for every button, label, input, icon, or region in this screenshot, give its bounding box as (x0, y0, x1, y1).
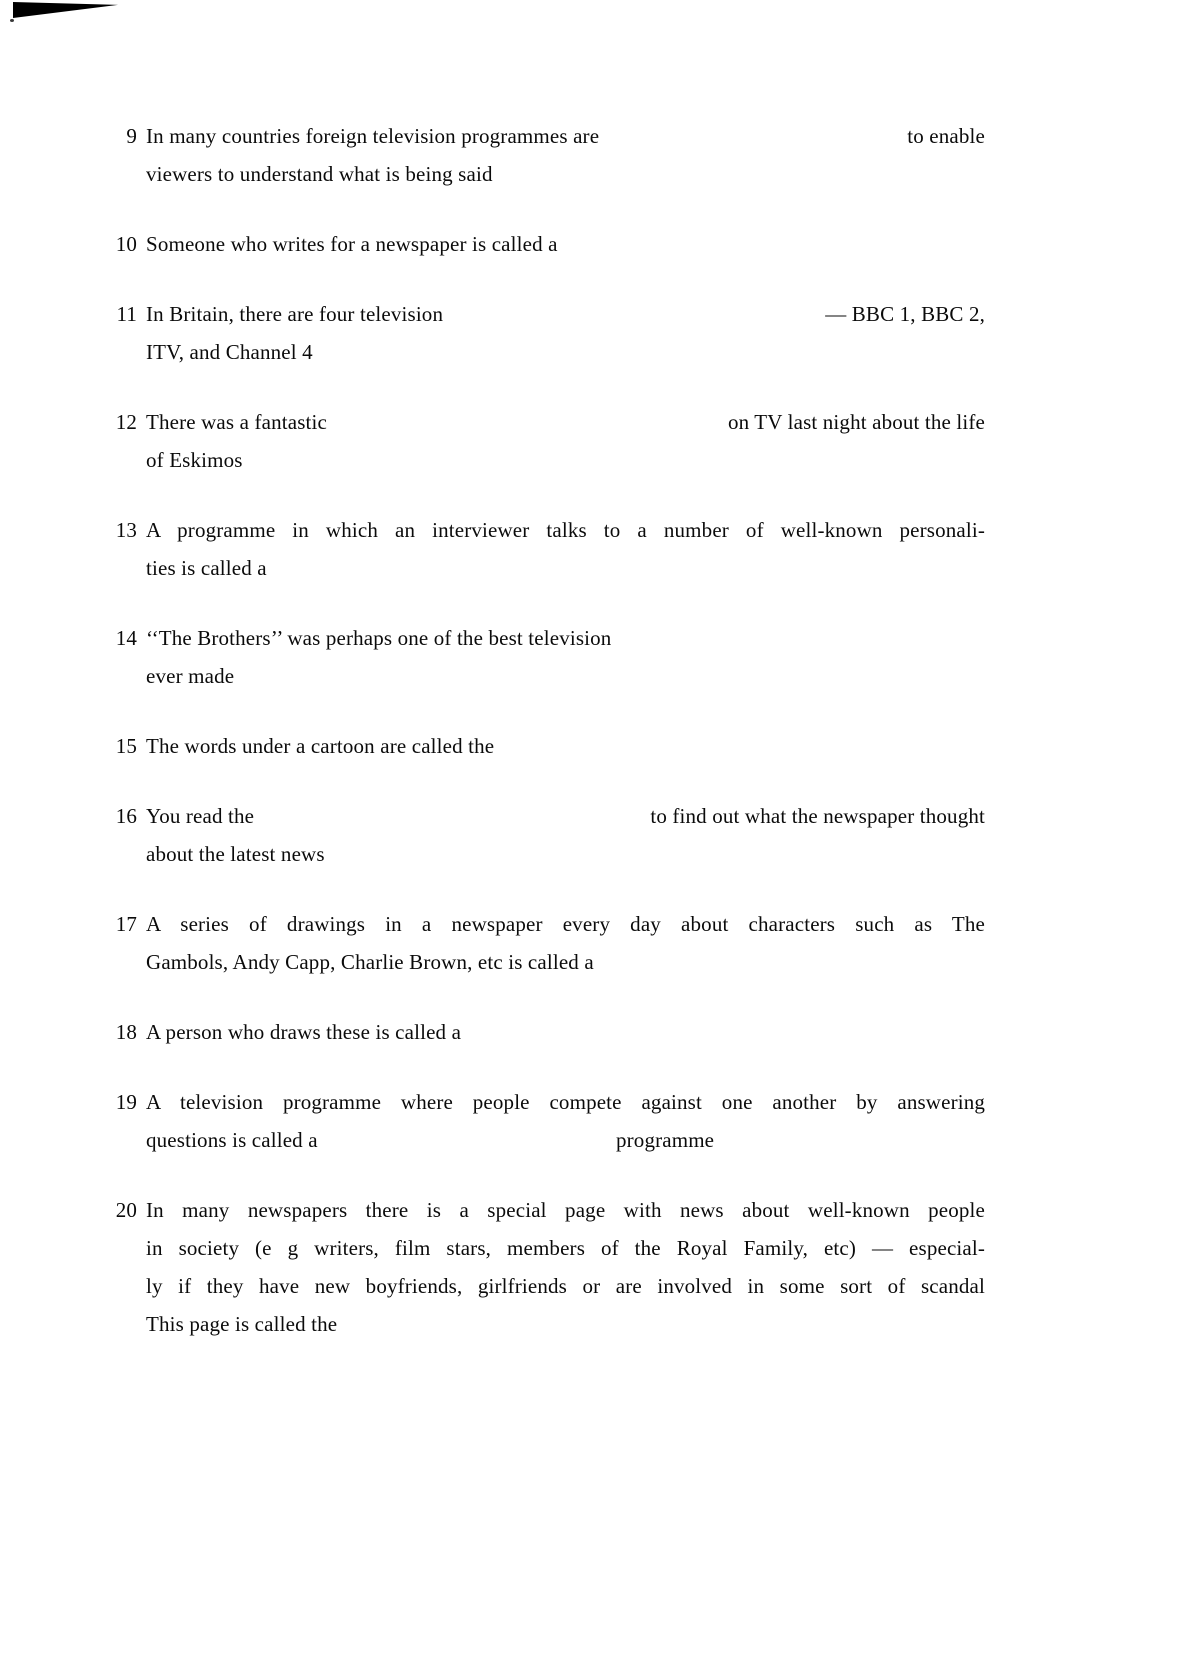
question-text (146, 727, 985, 765)
question-item (97, 511, 985, 587)
question-line-with-blank (146, 1121, 985, 1159)
question-item (97, 403, 985, 479)
question-number: 18 (115, 1020, 137, 1044)
question-line-with-blank (146, 295, 985, 333)
scan-speck-mark (10, 19, 14, 22)
question-line-with-blank (146, 117, 985, 155)
question-item (97, 619, 985, 695)
line-right-text: on TV last night about the life (727, 410, 985, 434)
question-line: ever made (146, 664, 235, 688)
question-line: ‘‘The Brothers’’ was perhaps one of the best television (146, 626, 612, 650)
question-item (97, 1013, 985, 1051)
line-right-text: to enable (907, 124, 985, 148)
line-left-text: There was a fantastic (146, 410, 327, 434)
scan-smudge-mark (13, 2, 118, 18)
question-number: 12 (115, 410, 137, 434)
question-number: 15 (115, 734, 137, 758)
question-line: In many newspapers there is a special page with news about well-known people (146, 1198, 985, 1222)
question-text (146, 797, 985, 873)
question-item (97, 295, 985, 371)
question-line: A programme in which an interviewer talks to a number of well-known personali- (146, 518, 985, 542)
question-item (97, 905, 985, 981)
line-left-text: In many countries foreign television programmes are (146, 124, 600, 148)
question-number: 14 (115, 626, 137, 650)
question-number: 9 (126, 124, 137, 148)
question-text (146, 225, 985, 263)
question-item (97, 727, 985, 765)
question-line-with-blank (146, 797, 985, 835)
question-line: Someone who writes for a newspaper is called a (146, 232, 558, 256)
question-line: ly if they have new boyfriends, girlfriends or are involved in some sort of scandal (146, 1274, 985, 1298)
question-text (146, 511, 985, 587)
question-line: A television programme where people compete against one another by answering (146, 1090, 985, 1114)
question-line: viewers to understand what is being said (146, 162, 493, 186)
question-text (146, 905, 985, 981)
question-line: ties is called a (146, 556, 267, 580)
line-left-text: In Britain, there are four television (146, 302, 444, 326)
question-text (146, 117, 985, 193)
question-text (146, 619, 985, 695)
question-item (97, 1083, 985, 1159)
question-number: 10 (115, 232, 137, 256)
question-line: The words under a cartoon are called the (146, 734, 495, 758)
question-item (97, 1191, 985, 1343)
question-line: about the latest news (146, 842, 325, 866)
line-left-text: You read the (146, 804, 255, 828)
question-line-with-blank (146, 403, 985, 441)
question-text (146, 1083, 985, 1159)
line-mid-text: programme (616, 1128, 715, 1152)
question-line: A series of drawings in a newspaper every day about characters such as The (146, 912, 985, 936)
question-line: ITV, and Channel 4 (146, 340, 313, 364)
question-line: Gambols, Andy Capp, Charlie Brown, etc is called a (146, 950, 594, 974)
question-text (146, 1013, 985, 1051)
line-right-text: to find out what the newspaper thought (650, 804, 985, 828)
question-line: in society (e g writers, film stars, members of the Royal Family, etc) — especial- (146, 1236, 985, 1260)
question-item (97, 117, 985, 193)
question-number: 19 (115, 1090, 137, 1114)
question-line: A person who draws these is called a (146, 1020, 462, 1044)
question-text (146, 295, 985, 371)
question-number: 16 (115, 804, 137, 828)
line-left-text: questions is called a (146, 1128, 318, 1152)
line-right-text: — BBC 1, BBC 2, (825, 302, 985, 326)
question-list (97, 117, 985, 1375)
question-text (146, 403, 985, 479)
question-line: This page is called the (146, 1312, 338, 1336)
question-text (146, 1191, 985, 1343)
question-item (97, 225, 985, 263)
question-number: 11 (116, 302, 137, 326)
question-item (97, 797, 985, 873)
question-number: 17 (115, 912, 137, 936)
question-number: 20 (115, 1198, 137, 1222)
question-number: 13 (115, 518, 137, 542)
question-line: of Eskimos (146, 448, 243, 472)
